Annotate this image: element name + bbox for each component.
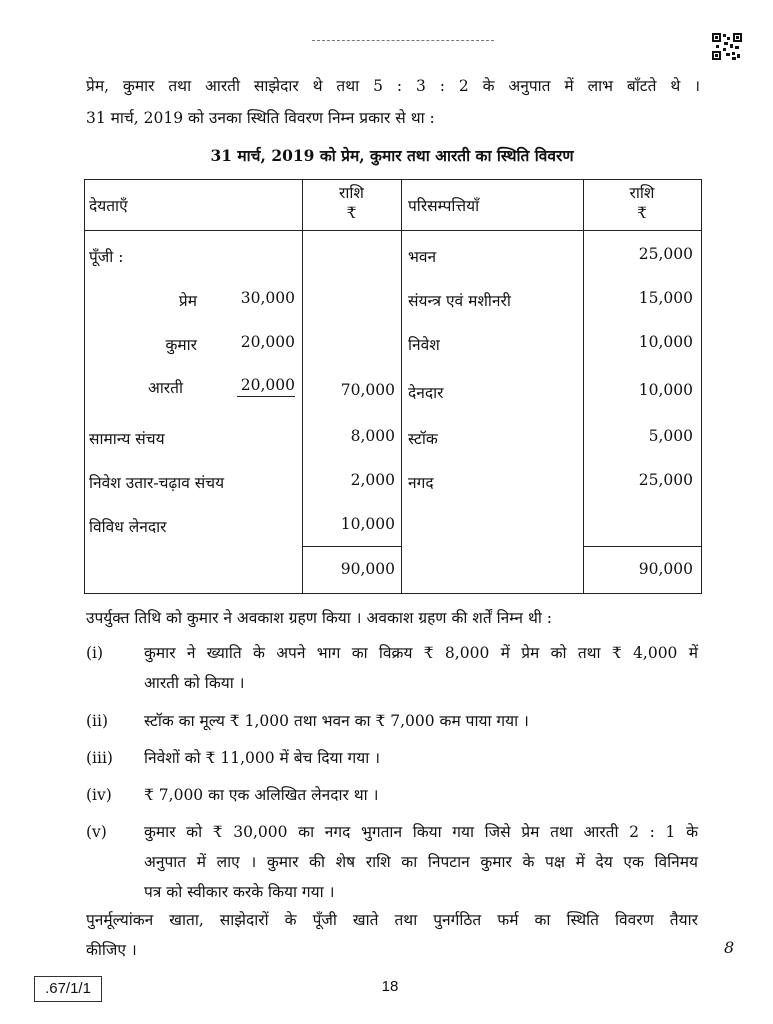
intro-line-1: प्रेम, कुमार तथा आरती साझेदार थे तथा 5 : 3 : 2 के अनुपात में लाभ बाँटते थे ।	[86, 77, 700, 95]
conditions-intro: उपर्युक्त तिथि को कुमार ने अवकाश ग्रहण किया । अवकाश ग्रहण की शर्तें निम्न थी :	[86, 609, 553, 627]
liability-amount: 2,000	[350, 471, 395, 489]
partner-capital: 20,000	[237, 376, 295, 397]
balance-sheet-table	[84, 179, 702, 594]
partner-capital: 20,000	[240, 333, 295, 351]
column-divider	[401, 180, 402, 593]
condition-line: कुमार ने ख्याति के अपने भाग का विक्रय ₹ 8,000 में प्रेम को तथा ₹ 4,000 में	[144, 644, 698, 662]
condition-text	[144, 638, 698, 698]
capital-total: 70,000	[340, 381, 395, 399]
total-liabilities: 90,000	[340, 560, 395, 578]
condition-text	[144, 817, 698, 907]
qr-code-icon	[712, 33, 742, 60]
partner-name: प्रेम	[178, 292, 197, 310]
currency-header: ₹	[637, 204, 647, 222]
header-rule	[312, 40, 494, 41]
asset-label: स्टॉक	[408, 430, 438, 448]
asset-label: भवन	[408, 248, 437, 266]
condition-text: निवेशों को ₹ 11,000 में बेच दिया गया ।	[144, 749, 381, 767]
liability-amount: 8,000	[350, 427, 395, 445]
condition-line: आरती को किया ।	[144, 674, 245, 692]
liabilities-header: देयताएँ	[89, 197, 128, 215]
liability-label: विविध लेनदार	[89, 518, 167, 536]
instruction-line-2: कीजिए ।	[86, 941, 137, 959]
currency-header: ₹	[346, 204, 357, 222]
liability-label: निवेश उतार-चढ़ाव संचय	[89, 474, 225, 492]
partner-name: कुमार	[165, 336, 197, 354]
condition-number: (iii)	[86, 749, 113, 767]
condition-line: पत्र को स्वीकार करके किया गया ।	[144, 883, 335, 901]
condition-number: (v)	[86, 823, 107, 841]
balance-sheet-title: 31 मार्च, 2019 को प्रेम, कुमार तथा आरती का स्थिति विवरण	[210, 146, 574, 165]
asset-amount: 5,000	[648, 427, 693, 445]
condition-line: अनुपात में लाए । कुमार की शेष राशि का निपटान कुमार के पक्ष में देय एक विनिमय	[144, 853, 698, 871]
liability-label: सामान्य संचय	[89, 430, 165, 448]
capital-label: पूँजी :	[89, 248, 124, 266]
intro-line-2: 31 मार्च, 2019 को उनका स्थिति विवरण निम्न प्रकार से था :	[86, 109, 435, 127]
asset-amount: 10,000	[638, 333, 693, 351]
asset-label: निवेश	[408, 336, 440, 354]
asset-amount: 25,000	[638, 245, 693, 263]
condition-text: स्टॉक का मूल्य ₹ 1,000 तथा भवन का ₹ 7,000 कम पाया गया ।	[144, 712, 529, 730]
asset-amount: 25,000	[638, 471, 693, 489]
header-divider	[85, 230, 701, 231]
assets-header: परिसम्पत्तियाँ	[408, 197, 480, 215]
asset-label: देनदार	[408, 384, 444, 402]
asset-label: संयन्त्र एवं मशीनरी	[408, 292, 511, 310]
condition-text: ₹ 7,000 का एक अलिखित लेनदार था ।	[144, 786, 379, 804]
page-number: 18	[381, 978, 399, 995]
amount-header: राशि	[629, 184, 655, 202]
asset-label: नगद	[408, 474, 434, 492]
condition-number: (iv)	[86, 786, 112, 804]
instruction-line-1: पुनर्मूल्यांकन खाता, साझेदारों के पूँजी खाते तथा पुनर्गठित फर्म का स्थिति विवरण तैयार	[86, 911, 698, 929]
liability-amount: 10,000	[340, 515, 395, 533]
total-assets: 90,000	[638, 560, 693, 578]
condition-number: (i)	[86, 644, 104, 662]
condition-item	[86, 638, 698, 700]
condition-line: कुमार को ₹ 30,000 का नगद भुगतान किया गया जिसे प्रेम तथा आरती 2 : 1 के	[144, 823, 698, 841]
asset-amount: 15,000	[638, 289, 693, 307]
condition-number: (ii)	[86, 712, 109, 730]
question-marks: 8	[724, 938, 735, 957]
partner-capital: 30,000	[240, 289, 295, 307]
asset-amount: 10,000	[638, 381, 693, 399]
paper-code: .67/1/1	[34, 976, 102, 1002]
partner-name: आरती	[147, 379, 183, 397]
amount-header: राशि	[339, 184, 364, 202]
condition-item	[86, 817, 698, 909]
